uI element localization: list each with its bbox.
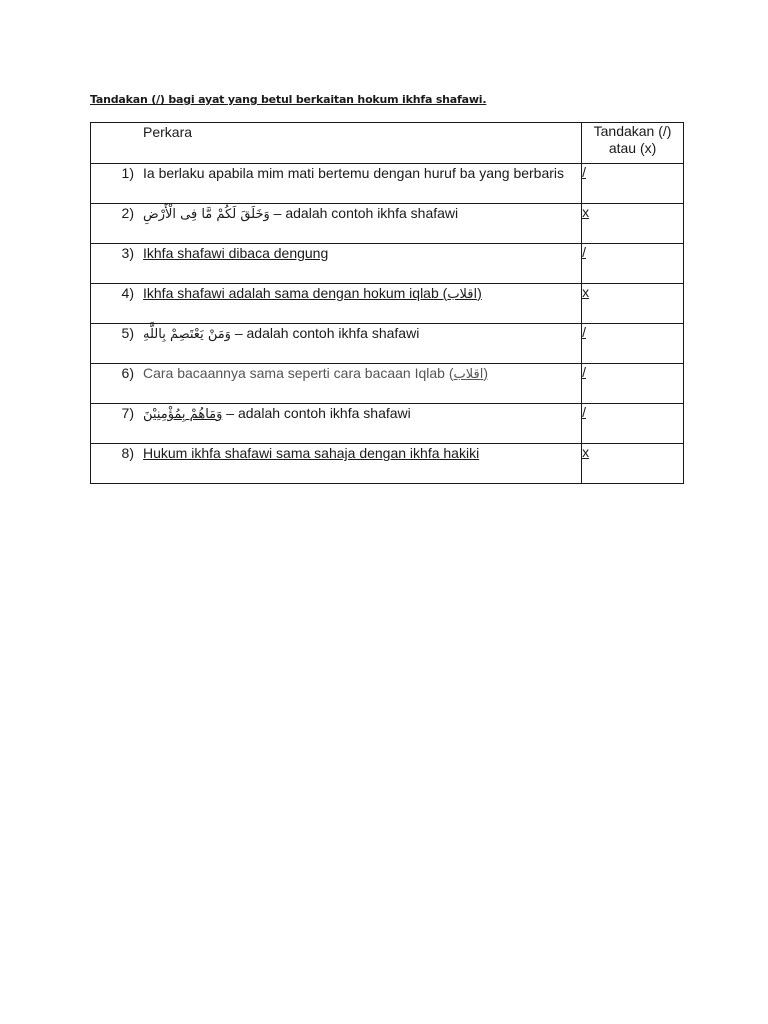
table-row	[91, 284, 684, 324]
statement-line	[143, 365, 581, 383]
row-number: 1)	[121, 165, 134, 181]
table-row	[91, 244, 684, 284]
statement-line	[143, 285, 581, 303]
header-item-label: Perkara	[143, 124, 193, 140]
answer-mark: /	[582, 164, 586, 180]
mark-cell	[582, 164, 684, 204]
table-row	[91, 404, 684, 444]
row-number: 4)	[121, 285, 134, 301]
statement-line	[143, 445, 581, 462]
statement-text: Ikhfa shafawi dibaca dengung	[143, 245, 329, 261]
statement-cell	[91, 324, 582, 364]
mark-cell	[582, 364, 684, 404]
table-header-row	[91, 123, 684, 164]
row-number: 3)	[121, 245, 134, 261]
statement-text: – adalah contoh ikhfa shafawi	[222, 405, 411, 421]
statement-line	[143, 405, 581, 423]
header-item-cell	[91, 123, 582, 164]
mark-cell	[582, 404, 684, 444]
statement-cell	[91, 284, 582, 324]
arabic-verse: وَمَاهُمْ بِمُؤْمِنِيْنَ	[143, 407, 223, 422]
row-number: 2)	[121, 205, 134, 221]
table-row	[91, 164, 684, 204]
row-number: 8)	[121, 445, 134, 461]
header-mark-label-line2: atau (x)	[608, 140, 657, 156]
row-number: 6)	[121, 365, 134, 381]
mark-cell	[582, 324, 684, 364]
mark-cell	[582, 244, 684, 284]
statement-text: Ia berlaku apabila mim mati bertemu dengan huruf ba yang berbaris	[143, 165, 565, 181]
statement-text: – adalah contoh ikhfa shafawi	[269, 205, 459, 221]
statement-text: Ikhfa shafawi adalah sama dengan hokum iqlab (	[143, 285, 448, 301]
statement-text-end: )	[477, 285, 482, 301]
worksheet-title: Tandakan (/) bagi ayat yang betul berkaitan hokum ikhfa shafawi.	[90, 93, 487, 106]
statement-cell	[91, 164, 582, 204]
answer-mark: /	[582, 324, 586, 340]
statement-cell	[91, 204, 582, 244]
statement-text: Cara bacaannya sama seperti cara bacaan Iqlab (	[143, 365, 454, 381]
answer-mark: x	[582, 204, 590, 220]
table-row	[91, 444, 684, 484]
answer-mark: /	[582, 364, 586, 380]
arabic-term: اقلاب	[447, 287, 478, 302]
statement-line	[143, 205, 581, 223]
statement-text: Hukum ikhfa shafawi sama sahaja dengan ikhfa hakiki	[143, 445, 480, 461]
arabic-verse: وَمَنْ يَعْتَصِمْ بِاللَّهِ	[143, 327, 231, 342]
mark-cell	[582, 444, 684, 484]
statement-cell	[91, 404, 582, 444]
answer-mark: x	[582, 284, 590, 300]
header-mark-cell	[582, 123, 684, 164]
arabic-term: اقلاب	[453, 367, 484, 382]
answer-mark: x	[582, 444, 590, 460]
statement-cell	[91, 244, 582, 284]
answer-mark: /	[582, 404, 586, 420]
mark-cell	[582, 284, 684, 324]
statement-cell	[91, 364, 582, 404]
table-row	[91, 204, 684, 244]
mark-cell	[582, 204, 684, 244]
statement-cell	[91, 444, 582, 484]
answer-table	[90, 122, 684, 484]
header-mark-label-line1: Tandakan (/)	[593, 123, 672, 139]
row-number: 5)	[121, 325, 134, 341]
statement-line	[143, 325, 581, 343]
statement-text: – adalah contoh ikhfa shafawi	[230, 325, 420, 341]
table-row	[91, 364, 684, 404]
arabic-verse: وَخَلَقَ لَكُمْ مَّا فِى الْأَرْضِ	[143, 207, 270, 222]
statement-text-end: )	[483, 365, 489, 381]
answer-mark: /	[582, 244, 586, 260]
row-number: 7)	[121, 405, 134, 421]
table-row	[91, 324, 684, 364]
statement-bracket	[454, 365, 489, 381]
statement-line	[143, 245, 581, 262]
